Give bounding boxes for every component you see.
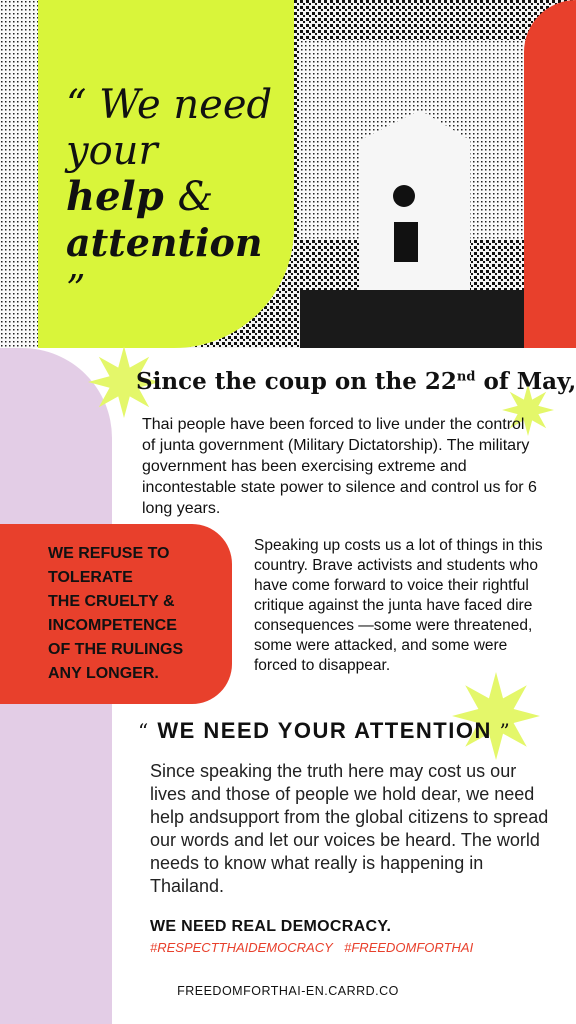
- hero-quote: [66, 82, 286, 312]
- quote-line-2: your: [66, 128, 158, 174]
- refuse-statement: WE REFUSE TO TOLERATE THE CRUELTY & INCOMPETENCE OF THE RULINGS ANY LONGER.: [48, 545, 184, 682]
- red-accent-shape: [524, 0, 576, 348]
- hero-image-panel: [0, 0, 576, 348]
- speaking-paragraph: Speaking up costs us a lot of things in this country. Brave activists and students who have come forward to voice their rightful critique against the junta have faced dire consequences —some were threatened, some were attacked, and some were forced to disappear.: [254, 537, 543, 674]
- website-link[interactable]: FREEDOMFORTHAI-EN.CARRD.CO: [177, 984, 399, 998]
- coup-heading: Since the coup on the 22nd of May,: [136, 368, 576, 395]
- quote-line-1: “ We need: [66, 82, 273, 128]
- coup-paragraph: Thai people have been forced to live under the control of junta government (Military Dictatorship). The military government has been exercising extreme and incontestable state power to silence and control us for 6 long years.: [142, 416, 537, 517]
- attention-heading: “ WE NEED YOUR ATTENTION ”: [138, 718, 512, 743]
- quote-line-4: attention ”: [66, 220, 263, 311]
- starburst-icon: [452, 672, 540, 760]
- hashtags: [150, 940, 473, 955]
- attention-paragraph: Since speaking the truth here may cost us our lives and those of people we hold dear, we need help andsupport from the global citizens to spread our words and let our voices be heard. The world needs to know what really is happening in Thailand.: [150, 761, 549, 896]
- hashtag-respect[interactable]: #RESPECTTHAIDEMOCRACY: [150, 940, 333, 955]
- democracy-statement: WE NEED REAL DEMOCRACY.: [150, 918, 392, 935]
- quote-line-3: help &: [66, 173, 214, 220]
- hashtag-freedom[interactable]: #FREEDOMFORTHAI: [344, 940, 474, 955]
